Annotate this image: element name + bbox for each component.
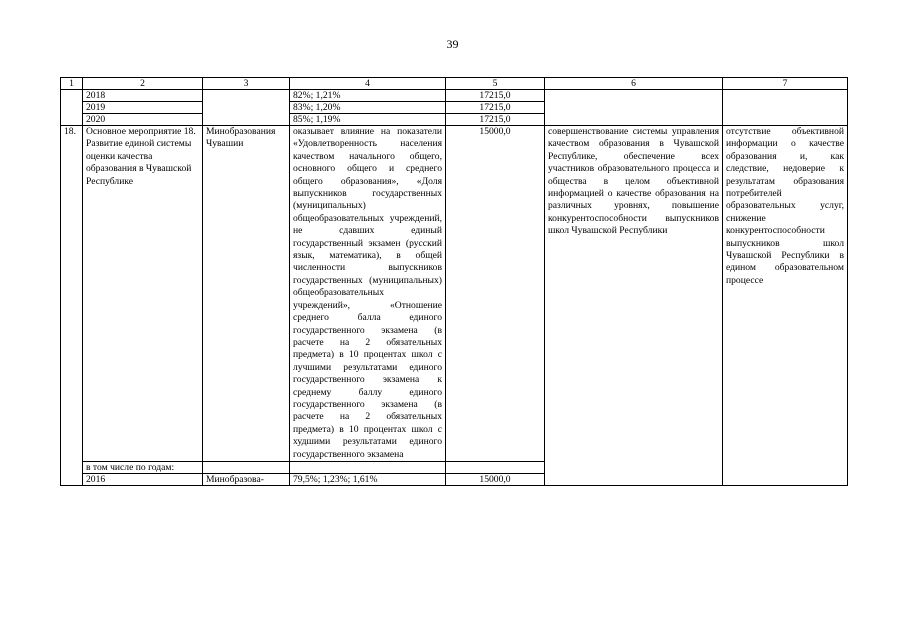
empty-cell: [446, 461, 545, 473]
item-result: совершенствование системы управления качеством образования в Чувашской Республике, обеспечение всех участников образовательного процесса и общества в целом объективной информацией о качестве образования на различных уровнях, повышение конкурентоспособности выпускников школ Чувашской Республики: [545, 126, 723, 486]
empty-cell: [61, 90, 83, 126]
item-indicators: оказывает влияние на показатели «Удовлетворенность населения качеством начального общего, основного общего и среднего общего образования», «Доля выпускников государственных (муниципальных) общеобразовательных учреждений, не сдавших единый государственный экзамен (русский язык, математика), в общей численности выпускников государственных (муниципальных) общеобразовательных учреждений», «Отношение среднего балла единого государственного экзамена (в расчете на 2 обязательных предмета) в 10 процентах школ с лучшими результатами единого государственного экзамена к среднему баллу единого государственного экзамена (в расчете на 2 обязательных предмета) в 10 процентах школ с худшими результатами единого государственного экзамена: [290, 126, 446, 462]
indicators-cell: 82%; 1,21%: [290, 90, 446, 102]
header-cell: 4: [290, 78, 446, 90]
year-cell: 2019: [83, 102, 203, 114]
header-cell: 5: [446, 78, 545, 90]
header-cell: 2: [83, 78, 203, 90]
year-cell: 2018: [83, 90, 203, 102]
amount-cell: 17215,0: [446, 114, 545, 126]
indicators-cell: 79,5%; 1,23%; 1,61%: [290, 473, 446, 485]
page-number: 39: [446, 37, 459, 51]
item-number: 18.: [61, 126, 83, 486]
empty-cell: [203, 90, 290, 126]
header-cell: 3: [203, 78, 290, 90]
by-years-label: в том числе по годам:: [83, 461, 203, 473]
year-cell: 2020: [83, 114, 203, 126]
year-cell: 2016: [83, 473, 203, 485]
header-cell: 6: [545, 78, 723, 90]
indicators-cell: 85%; 1,19%: [290, 114, 446, 126]
header-cell: 1: [61, 78, 83, 90]
amount-cell: 17215,0: [446, 90, 545, 102]
empty-cell: [290, 461, 446, 473]
program-table: [60, 77, 848, 486]
empty-cell: [723, 90, 848, 126]
amount-cell: 15000,0: [446, 473, 545, 485]
indicators-cell: 83%; 1,20%: [290, 102, 446, 114]
executor-cell: Минобразова-: [203, 473, 290, 485]
item-executor: Минобразования Чувашии: [203, 126, 290, 462]
year-row: [61, 90, 848, 102]
item-name: Основное мероприятие 18. Развитие единой системы оценки качества образования в Чувашской Республике: [83, 126, 203, 462]
item-amount: 15000,0: [446, 126, 545, 462]
header-cell: 7: [723, 78, 848, 90]
amount-cell: 17215,0: [446, 102, 545, 114]
item-risk: отсутствие объективной информации о качестве образования и, как следствие, недоверие к результатам образования потребителей образовательных услуг, снижение конкурентоспособности выпускников школ Чувашской Республики в едином образовательном процессе: [723, 126, 848, 486]
empty-cell: [545, 90, 723, 126]
header-row: [61, 78, 848, 90]
empty-cell: [203, 461, 290, 473]
item-18-row: [61, 126, 848, 462]
